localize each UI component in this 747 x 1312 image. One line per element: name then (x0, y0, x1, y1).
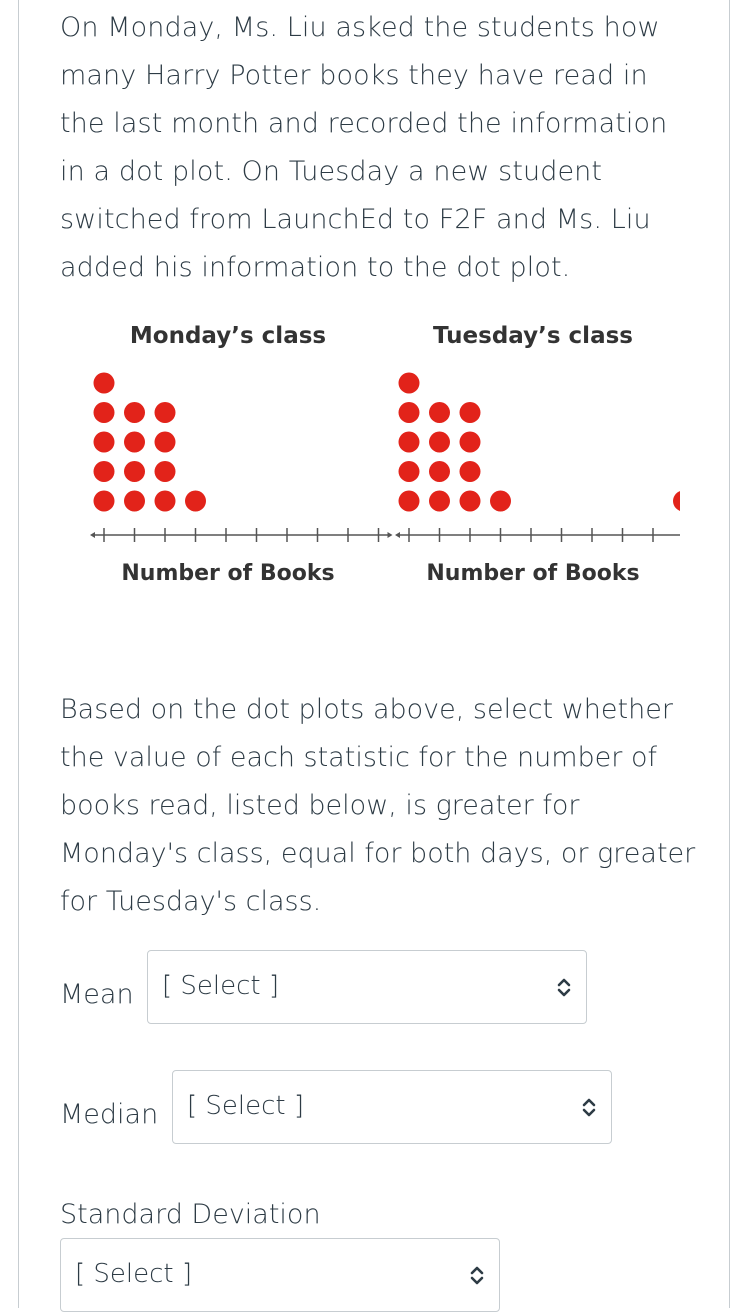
monday-dot (124, 491, 145, 512)
tuesday-plot-xlabel: Number of Books (426, 561, 640, 586)
monday-dot (185, 491, 206, 512)
tuesday-dot (429, 491, 450, 512)
question-text: On Monday, Ms. Liu asked the students how many Harry Potter books they have read in the last month and recorded the information in a dot plot. On Tuesday a new student switched from LaunchEd to F2F and Ms. Liu added his information to the dot plot. (60, 12, 668, 283)
monday-axis-arrow-right (388, 532, 393, 538)
monday-dot (124, 461, 145, 482)
dot-plots-figure (80, 305, 680, 605)
std-dev-select-value: [ Select ] (75, 1259, 193, 1289)
prompt-text: Based on the dot plots above, select whether the value of each statistic for the number of books read, listed below, is greater for Monday's class, equal for both days, or greater for Tuesday's class. (60, 694, 696, 917)
tuesday-dot (460, 432, 481, 453)
tuesday-plot (395, 323, 680, 586)
updown-chevron-icon (469, 1263, 485, 1287)
monday-dot (124, 402, 145, 423)
tuesday-dot (429, 402, 450, 423)
tuesday-dot (460, 491, 481, 512)
monday-plot-title: Monday’s class (129, 323, 327, 349)
monday-dot (94, 432, 115, 453)
monday-axis-arrow-left (90, 532, 95, 538)
tuesday-axis-arrow-left (395, 532, 400, 538)
monday-dot (155, 491, 176, 512)
monday-dot (94, 461, 115, 482)
monday-dot (94, 373, 115, 394)
tuesday-dot (399, 373, 420, 394)
tuesday-dot (429, 432, 450, 453)
mean-select[interactable] (147, 950, 587, 1024)
std-dev-label: Standard Deviation (60, 1199, 321, 1230)
monday-dot (94, 402, 115, 423)
monday-dot (155, 461, 176, 482)
monday-dot (155, 402, 176, 423)
median-label: Median (60, 1099, 159, 1130)
monday-dot (124, 432, 145, 453)
std-dev-select[interactable] (60, 1238, 500, 1312)
median-select-value: [ Select ] (187, 1091, 305, 1121)
tuesday-dot (460, 461, 481, 482)
monday-dot (94, 491, 115, 512)
mean-select-value: [ Select ] (162, 971, 280, 1001)
updown-chevron-icon (581, 1095, 597, 1119)
updown-chevron-icon (556, 975, 572, 999)
tuesday-dot (399, 402, 420, 423)
tuesday-dot (399, 432, 420, 453)
dot-plots-svg (80, 305, 680, 605)
tuesday-dot (460, 402, 481, 423)
mean-label: Mean (60, 979, 134, 1010)
monday-dot (155, 432, 176, 453)
tuesday-dot (673, 491, 680, 512)
monday-plot-xlabel: Number of Books (121, 561, 335, 586)
tuesday-dot (429, 461, 450, 482)
tuesday-dot (399, 491, 420, 512)
tuesday-dot (399, 461, 420, 482)
tuesday-plot-title: Tuesday’s class (433, 323, 633, 349)
median-select[interactable] (172, 1070, 612, 1144)
monday-plot (90, 323, 393, 586)
tuesday-dot (490, 491, 511, 512)
